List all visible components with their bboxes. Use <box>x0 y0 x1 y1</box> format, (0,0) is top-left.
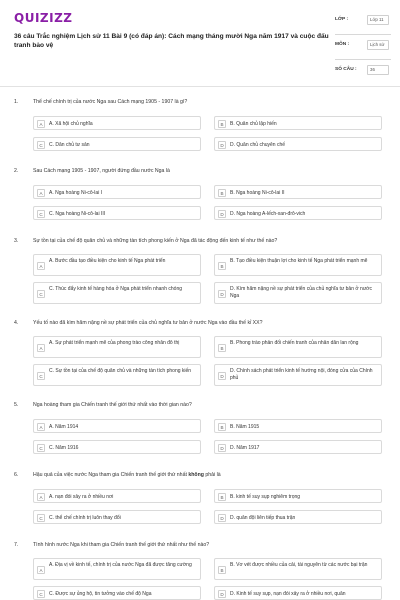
answer-option-a[interactable] <box>33 116 201 130</box>
option-text: B. Vơ vét được nhiều của cải, tài nguyên từ các nước bại trận <box>230 562 368 568</box>
answer-option-b[interactable] <box>214 254 382 276</box>
option-text: C. Năm 1916 <box>49 445 79 451</box>
question-text-start: Hậu quả của việc nước Nga tham gia Chiến tranh thế giới thứ nhất <box>33 472 189 478</box>
answer-option-c[interactable] <box>33 586 201 600</box>
question-text <box>33 472 383 479</box>
header-divider <box>0 86 400 87</box>
option-letter: B <box>218 566 226 574</box>
question-text-emphasis: không <box>188 472 204 478</box>
question-number: 6. <box>14 472 19 478</box>
option-text: C. Thúc đẩy kinh tế hàng hóa ở Nga phát triển nhanh chóng <box>49 286 183 292</box>
option-letter: D <box>218 210 226 218</box>
option-letter: B <box>218 493 226 501</box>
option-text: C. Dân chủ tư sản <box>49 142 90 148</box>
option-letter: B <box>218 423 226 431</box>
option-letter: C <box>37 590 45 598</box>
option-text: D. Năm 1917 <box>230 445 260 451</box>
meta-divider <box>335 59 391 60</box>
option-letter: D <box>218 444 226 452</box>
option-text: C. Sự tồn tại của chế độ quân chủ và những tàn tích phong kiến <box>49 368 192 374</box>
answer-option-a[interactable] <box>33 336 201 358</box>
question-text: Thể chế chính trị của nước Nga sau Cách mạng 1905 - 1907 là gì? <box>33 99 188 105</box>
count-value: 36 <box>367 65 389 75</box>
option-text: D. quân đội liên tiếp thua trận <box>230 515 296 521</box>
answer-option-d[interactable] <box>214 364 382 386</box>
grade-label: LỚP : <box>335 17 349 22</box>
option-text: A. Năm 1914 <box>49 424 79 430</box>
answer-option-d[interactable] <box>214 510 382 524</box>
option-letter: A <box>37 566 45 574</box>
option-letter: A <box>37 423 45 431</box>
option-letter: C <box>37 514 45 522</box>
option-letter: B <box>218 262 226 270</box>
option-text: B. Phong trào phản đối chiến tranh của nhân dân lan rộng <box>230 340 359 346</box>
option-letter: D <box>218 141 226 149</box>
answer-option-a[interactable] <box>33 489 201 503</box>
option-letter: A <box>37 493 45 501</box>
option-text: B. Nga hoàng Ni-cô-lai II <box>230 190 285 196</box>
option-text: A. Bước đầu tạo điều kiện cho kinh tế Nga phát triển <box>49 258 166 264</box>
question-number: 4. <box>14 320 19 326</box>
question-text: Nga hoàng tham gia Chiến tranh thế giới thứ nhất vào thời gian nào? <box>33 402 192 408</box>
answer-option-c[interactable] <box>33 282 201 304</box>
option-letter: A <box>37 189 45 197</box>
answer-option-b[interactable] <box>214 336 382 358</box>
option-text: B. Quân chủ lập hiến <box>230 121 277 127</box>
question-text-end: phải là <box>203 472 221 478</box>
question-number: 2. <box>14 168 19 174</box>
option-letter: D <box>218 290 226 298</box>
answer-option-d[interactable] <box>214 282 382 304</box>
option-text: D. Nga hoàng A-lếch-xan-đrô-vich <box>230 211 306 217</box>
question-number: 3. <box>14 238 19 244</box>
option-letter: D <box>218 514 226 522</box>
answer-option-d[interactable] <box>214 440 382 454</box>
option-letter: C <box>37 444 45 452</box>
meta-divider <box>335 34 391 35</box>
option-letter: B <box>218 189 226 197</box>
question-number: 7. <box>14 542 19 548</box>
answer-option-b[interactable] <box>214 489 382 503</box>
answer-option-b[interactable] <box>214 185 382 199</box>
option-letter: D <box>218 590 226 598</box>
option-letter: C <box>37 141 45 149</box>
answer-option-c[interactable] <box>33 510 201 524</box>
answer-option-b[interactable] <box>214 116 382 130</box>
option-letter: B <box>218 120 226 128</box>
option-letter: C <box>37 372 45 380</box>
option-text: D. Kìm hãm nặng nề sự phát triển của chủ nghĩa tư bản ở nước Nga <box>230 286 372 299</box>
subject-label: MÔN : <box>335 42 350 47</box>
option-letter: A <box>37 344 45 352</box>
answer-option-c[interactable] <box>33 137 201 151</box>
worksheet-header <box>0 0 400 86</box>
option-text: A. Xã hội chủ nghĩa <box>49 121 93 127</box>
answer-option-d[interactable] <box>214 206 382 220</box>
subject-value: Lịch sử <box>367 40 389 50</box>
option-text: A. Địa vị về kinh tế, chính trị của nước Nga đã được tăng cường <box>49 562 192 568</box>
answer-option-c[interactable] <box>33 206 201 220</box>
option-text: A. Nga hoàng Ni-cô-lai I <box>49 190 103 196</box>
option-text: B. kinh tế suy sụp nghiêm trọng <box>230 494 301 500</box>
option-text: C. Nga hoàng Ni-cô-lai III <box>49 211 106 217</box>
answer-option-a[interactable] <box>33 558 201 580</box>
answer-option-a[interactable] <box>33 185 201 199</box>
question-text: Sự tồn tại của chế độ quân chủ và những tàn tích phong kiến ở Nga đã tác động đến kinh tế như thế nào? <box>33 238 278 244</box>
question-number: 1. <box>14 99 19 105</box>
worksheet-title: 36 câu Trắc nghiệm Lịch sử 11 Bài 9 (có đáp án): Cách mạng tháng mười Nga năm 1917 và cuộc đấu tranh bảo vệ <box>14 33 329 49</box>
answer-option-b[interactable] <box>214 558 382 580</box>
option-text: B. Tạo điều kiện thuận lợi cho kinh tế Nga phát triển mạnh mẽ <box>230 258 368 264</box>
answer-option-a[interactable] <box>33 419 201 433</box>
answer-option-b[interactable] <box>214 419 382 433</box>
answer-option-d[interactable] <box>214 586 382 600</box>
option-letter: A <box>37 120 45 128</box>
option-letter: D <box>218 372 226 380</box>
option-letter: C <box>37 290 45 298</box>
question-number: 5. <box>14 402 19 408</box>
question-text: Yếu tố nào đã kìm hãm nặng nề sự phát triển của chủ nghĩa tư bản ở nước Nga vào đầu thế kỉ XX? <box>33 320 263 326</box>
question-text: Sau Cách mạng 1905 - 1907, người đứng đầu nước Nga là <box>33 168 170 174</box>
question-text: Tình hình nước Nga khi tham gia Chiến tranh thế giới thứ nhất như thế nào? <box>33 542 210 548</box>
answer-option-c[interactable] <box>33 440 201 454</box>
option-text: A. Sự phát triển mạnh mẽ của phong trào công nhân đô thị <box>49 340 180 346</box>
answer-option-c[interactable] <box>33 364 201 386</box>
count-label: SỐ CÂU : <box>335 67 357 72</box>
option-text: D. Quân chủ chuyên chế <box>230 142 286 148</box>
option-text: B. Năm 1915 <box>230 424 260 430</box>
grade-value: Lớp 11 <box>367 15 389 25</box>
quizizz-logo: QUIZIZZ <box>14 11 73 25</box>
answer-option-d[interactable] <box>214 137 382 151</box>
option-text: A. nạn đói xảy ra ở nhiều nơi <box>49 494 114 500</box>
option-text: D. Chính sách phát triển kinh tế hướng nội, đóng cửa của Chính phủ <box>230 368 373 381</box>
option-text: C. thể chế chính trị luôn thay đổi <box>49 515 121 521</box>
answer-option-a[interactable] <box>33 254 201 276</box>
option-letter: A <box>37 262 45 270</box>
option-letter: C <box>37 210 45 218</box>
option-text: C. Được sự ủng hộ, tin tưởng vào chế độ Nga <box>49 591 152 597</box>
option-letter: B <box>218 344 226 352</box>
option-text: D. Kinh tế suy sụp, nạn đói xảy ra ở nhiều nơi, quân <box>230 591 346 597</box>
